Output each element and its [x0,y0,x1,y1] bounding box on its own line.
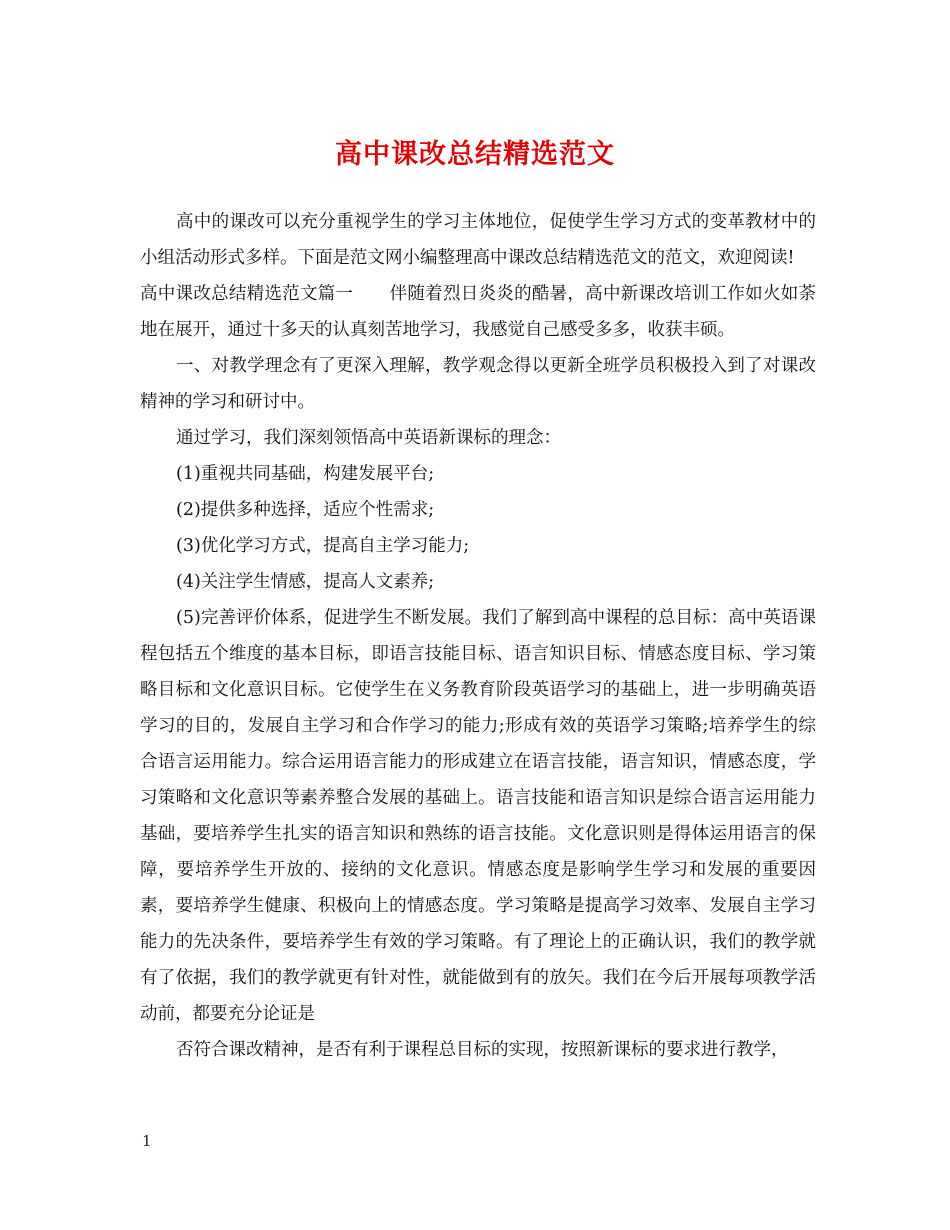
list-item: (2)提供多种选择，适应个性需求; [176,500,435,520]
point-one-paragraph: 一、对教学理念有了更深入理解，教学观念得以更新全班学员积极投入到了对课改精神的学习和研讨中。 [140,356,816,412]
intro-paragraph: 高中的课改可以充分重视学生的学习主体地位，促使学生学习方式的变革教材中的小组活动形式多样。下面是范文网小编整理高中课改总结精选范文的范文，欢迎阅读! [140,212,816,268]
list-item: (1)重视共同基础，构建发展平台; [176,464,435,484]
list-item: (3)优化学习方式，提高自主学习能力; [176,536,470,556]
page-number: 1 [142,1132,152,1150]
section-lead-text: 伴随着烈日炎炎的酷暑，高中新课改培训工作如火如荼地在展开，通过十多天的认真刻苦地学习，我感觉自己感受多多，收获丰硕。 [140,284,817,340]
long-paragraph: (5)完善评价体系，促进学生不断发展。我们了解到高中课程的总目标：高中英语课程包括五个维度的基本目标，即语言技能目标、语言知识目标、情感态度目标、学习策略目标和文化意识目标。它使学生在义务教育阶段英语学习的基础上，进一步明确英语学习的目的，发展自主学习和合作学习的能力;形成有效的英语学习策略;培养学生的综合语言运用能力。综合运用语言能力的形成建立在语言技能，语言知识，情感态度，学习策略和文化意识等素养整合发展的基础上。语言技能和语言知识是综合语言运用能力基础，要培养学生扎实的语言知识和熟练的语言技能。文化意识则是得体运用语言的保障，要培养学生开放的、接纳的文化意识。情感态度是影响学生学习和发展的重要因素，要培养学生健康、积极向上的情感态度。学习策略是提高学习效率、发展自主学习能力的先决条件，要培养学生有效的学习策略。有了理论上的正确认识，我们的教学就有了依据，我们的教学就更有针对性，就能做到有的放矢。我们在今后开展每项教学活动前，都要充分论证是 [140,608,816,1024]
continuation-paragraph: 否符合课改精神，是否有利于课程总目标的实现，按照新课标的要求进行教学， [176,1040,789,1060]
study-intro-paragraph: 通过学习，我们深刻领悟高中英语新课标的理念： [176,428,561,448]
section-heading: 高中课改总结精选范文篇一 [140,284,354,304]
document-title: 高中课改总结精选范文 [335,139,615,170]
document-body [140,204,816,1068]
list-item: (4)关注学生情感，提高人文素养; [176,572,435,592]
section-paragraph [140,276,816,348]
